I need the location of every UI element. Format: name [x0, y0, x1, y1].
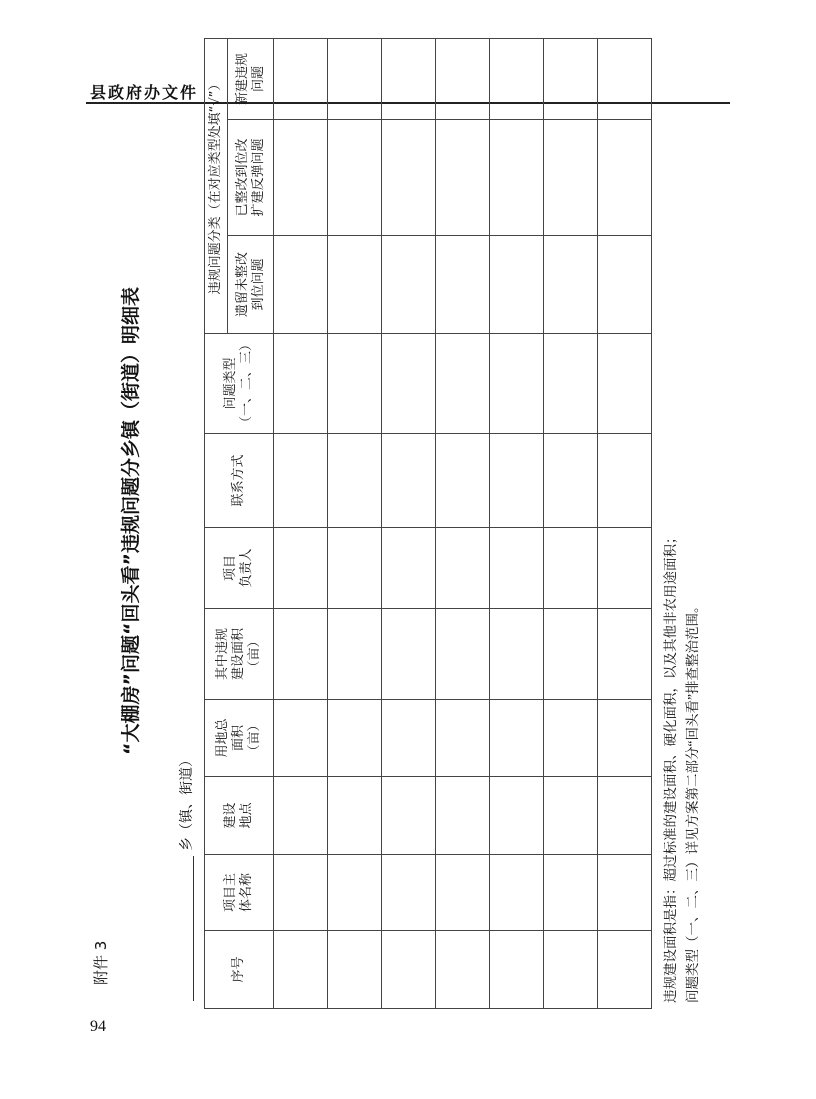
cell-cat-legacy[interactable]	[436, 236, 490, 334]
cell-problem-type[interactable]	[328, 334, 382, 434]
cell-violation-area[interactable]	[490, 609, 544, 700]
cell-site[interactable]	[544, 777, 598, 855]
township-blank[interactable]	[193, 856, 194, 1001]
cell-owner[interactable]	[544, 528, 598, 609]
cell-cat-rebound[interactable]	[274, 120, 328, 236]
cell-project-entity[interactable]	[382, 855, 436, 931]
table-row	[274, 39, 328, 1009]
page-number: 94	[90, 1018, 106, 1035]
cell-cat-legacy[interactable]	[382, 236, 436, 334]
cell-owner[interactable]	[490, 528, 544, 609]
cell-problem-type[interactable]	[490, 334, 544, 434]
header-owner: 项目 负责人	[205, 528, 274, 609]
cell-violation-area[interactable]	[382, 609, 436, 700]
header-contact: 联系方式	[205, 434, 274, 528]
cell-site[interactable]	[382, 777, 436, 855]
cell-violation-area[interactable]	[598, 609, 652, 700]
cell-total-area[interactable]	[544, 700, 598, 777]
cell-owner[interactable]	[382, 528, 436, 609]
cell-cat-new[interactable]	[490, 39, 544, 120]
cell-problem-type[interactable]	[544, 334, 598, 434]
violation-detail-table	[204, 38, 652, 1009]
header-cat-new: 新建违规 问题	[228, 39, 274, 120]
cell-project-entity[interactable]	[598, 855, 652, 931]
cell-project-entity[interactable]	[274, 855, 328, 931]
table-body	[274, 39, 652, 1009]
township-fill-line	[176, 753, 195, 1001]
cell-violation-area[interactable]	[274, 609, 328, 700]
cell-cat-rebound[interactable]	[544, 120, 598, 236]
cell-cat-legacy[interactable]	[274, 236, 328, 334]
header-problem-type: 问题类型 （一、二、三）	[205, 334, 274, 434]
cell-total-area[interactable]	[274, 700, 328, 777]
cell-owner[interactable]	[328, 528, 382, 609]
cell-cat-new[interactable]	[436, 39, 490, 120]
cell-cat-new[interactable]	[382, 39, 436, 120]
cell-violation-area[interactable]	[328, 609, 382, 700]
cell-contact[interactable]	[598, 434, 652, 528]
cell-owner[interactable]	[274, 528, 328, 609]
table-row	[382, 39, 436, 1009]
cell-cat-new[interactable]	[598, 39, 652, 120]
header-category-group: 违规问题分类（在对应类型处填“√”）	[205, 39, 228, 334]
header-row-1	[205, 39, 228, 1009]
header-violation-area: 其中违规 建设面积 （亩）	[205, 609, 274, 700]
cell-contact[interactable]	[328, 434, 382, 528]
cell-serial[interactable]	[328, 931, 382, 1009]
cell-project-entity[interactable]	[490, 855, 544, 931]
cell-site[interactable]	[598, 777, 652, 855]
cell-contact[interactable]	[274, 434, 328, 528]
table-row	[544, 39, 598, 1009]
cell-cat-rebound[interactable]	[436, 120, 490, 236]
cell-cat-rebound[interactable]	[598, 120, 652, 236]
header-title: 县政府办文件	[90, 83, 199, 102]
attachment-label: 附件 3	[92, 940, 110, 985]
cell-problem-type[interactable]	[598, 334, 652, 434]
table-row	[490, 39, 544, 1009]
violation-detail-table-wrapper	[204, 38, 652, 1009]
note-line: 问题类型（一、二、三）详见方案第二部分“回头看”排查整治范围。	[685, 599, 700, 1003]
township-label: 乡（镇、街道）	[180, 753, 195, 851]
cell-problem-type[interactable]	[436, 334, 490, 434]
cell-contact[interactable]	[544, 434, 598, 528]
cell-cat-new[interactable]	[544, 39, 598, 120]
note-line: 违规建设面积是指：超过标准的建设面积、硬化面积，以及其他非农用途面积；	[663, 530, 678, 1003]
header-cat-rebound: 已整改到位改 扩建反弹问题	[228, 120, 274, 236]
cell-cat-rebound[interactable]	[490, 120, 544, 236]
cell-contact[interactable]	[490, 434, 544, 528]
cell-cat-rebound[interactable]	[328, 120, 382, 236]
table-row	[436, 39, 490, 1009]
cell-serial[interactable]	[598, 931, 652, 1009]
header-site: 建设 地点	[205, 777, 274, 855]
cell-total-area[interactable]	[490, 700, 544, 777]
cell-project-entity[interactable]	[544, 855, 598, 931]
cell-cat-rebound[interactable]	[382, 120, 436, 236]
header-serial: 序号	[205, 931, 274, 1009]
cell-serial[interactable]	[382, 931, 436, 1009]
cell-total-area[interactable]	[598, 700, 652, 777]
cell-cat-legacy[interactable]	[598, 236, 652, 334]
cell-site[interactable]	[490, 777, 544, 855]
table-notes	[660, 531, 704, 1004]
table-row	[598, 39, 652, 1009]
cell-owner[interactable]	[598, 528, 652, 609]
header-project-entity: 项目主 体名称	[205, 855, 274, 931]
cell-serial[interactable]	[544, 931, 598, 1009]
cell-project-entity[interactable]	[328, 855, 382, 931]
cell-project-entity[interactable]	[436, 855, 490, 931]
cell-cat-new[interactable]	[328, 39, 382, 120]
cell-contact[interactable]	[436, 434, 490, 528]
cell-problem-type[interactable]	[274, 334, 328, 434]
cell-serial[interactable]	[436, 931, 490, 1009]
cell-cat-legacy[interactable]	[544, 236, 598, 334]
cell-total-area[interactable]	[382, 700, 436, 777]
cell-cat-new[interactable]	[274, 39, 328, 120]
cell-site[interactable]	[328, 777, 382, 855]
cell-contact[interactable]	[382, 434, 436, 528]
cell-violation-area[interactable]	[544, 609, 598, 700]
cell-site[interactable]	[274, 777, 328, 855]
cell-violation-area[interactable]	[436, 609, 490, 700]
cell-cat-legacy[interactable]	[490, 236, 544, 334]
cell-site[interactable]	[436, 777, 490, 855]
document-title: “大棚房”问题“回头看”违规问题分乡镇（街道）明细表	[120, 287, 142, 755]
cell-total-area[interactable]	[328, 700, 382, 777]
cell-serial[interactable]	[490, 931, 544, 1009]
cell-total-area[interactable]	[436, 700, 490, 777]
cell-problem-type[interactable]	[382, 334, 436, 434]
header-cat-legacy: 遗留未整改 到位问题	[228, 236, 274, 334]
cell-serial[interactable]	[274, 931, 328, 1009]
cell-cat-legacy[interactable]	[328, 236, 382, 334]
cell-owner[interactable]	[436, 528, 490, 609]
table-row	[328, 39, 382, 1009]
header-total-area: 用地总 面积 （亩）	[205, 700, 274, 777]
